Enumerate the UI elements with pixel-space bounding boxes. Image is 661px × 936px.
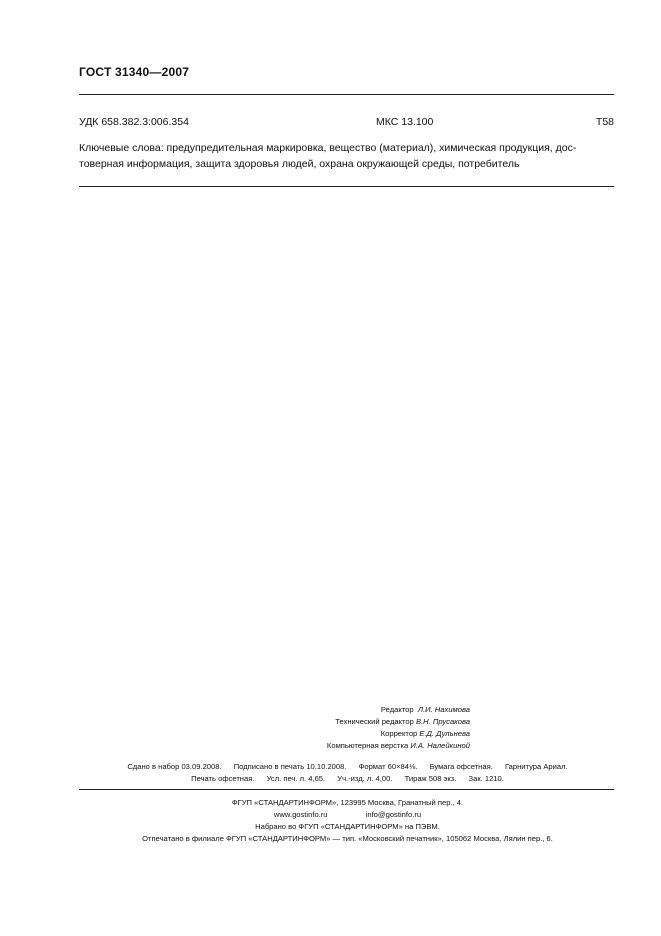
category-code: Т58 xyxy=(595,116,614,128)
tech-editor-line xyxy=(240,716,470,728)
keywords-line-2: товерная информация, защита здоровья людей, охрана окружающей среды, потребитель xyxy=(79,158,520,170)
printed-note: Отпечатано в филиале ФГУП «СТАНДАРТИНФОРМ» — тип. «Московский печатник», 105062 Москва, Лялин пер., 6. xyxy=(142,834,553,843)
publisher-email[interactable]: info@gostinfo.ru xyxy=(365,810,422,819)
order-number: Зак. 1210. xyxy=(468,774,504,783)
sent-date: Сдано в набор 03.09.2008. xyxy=(127,762,222,771)
bottom-divider xyxy=(79,186,614,187)
print-type: Печать офсетная. xyxy=(191,774,255,783)
mks-code: МКС 13.100 xyxy=(376,116,434,128)
print-sheets: Усл. печ. л. 4,65. xyxy=(266,774,326,783)
corrector-label: Корректор xyxy=(380,729,418,738)
keywords-block xyxy=(79,140,614,172)
editor-line xyxy=(240,704,470,716)
print-info-line-1 xyxy=(80,761,615,773)
udk-code: УДК 658.382.3:006.354 xyxy=(79,116,189,128)
credits-block xyxy=(240,704,470,752)
layout-name: И.А. Налейкиной xyxy=(410,741,470,750)
circulation: Тираж 508 экз. xyxy=(404,774,457,783)
paper-type: Бумага офсетная. xyxy=(429,762,493,771)
top-divider xyxy=(79,94,614,95)
publisher-divider xyxy=(79,789,614,790)
signed-date: Подписано в печать 10.10.2008. xyxy=(233,762,347,771)
publisher-address: ФГУП «СТАНДАРТИНФОРМ», 123995 Москва, Гранатный пер., 4. xyxy=(231,798,464,807)
keywords-line-1: Ключевые слова: предупредительная маркировка, вещество (материал), химическая продукция, дос- xyxy=(79,142,577,154)
publisher-block xyxy=(80,797,615,845)
paper-format: Формат 60×84⅛. xyxy=(358,762,418,771)
publication-sheets: Уч.-изд. л. 4,00. xyxy=(337,774,393,783)
classification-row xyxy=(79,116,614,130)
corrector-name: Е.Д. Дульнева xyxy=(419,729,470,738)
editor-name: Л.И. Нахимова xyxy=(417,705,470,714)
tech-editor-name: В.Н. Прусакова xyxy=(416,717,470,726)
publisher-website[interactable]: www.gostinfo.ru xyxy=(273,810,328,819)
layout-label: Компьютерная верстка xyxy=(326,741,409,750)
publisher-contacts xyxy=(80,809,615,821)
typeface: Гарнитура Ариал. xyxy=(504,762,568,771)
editor-label: Редактор xyxy=(380,705,414,714)
corrector-line xyxy=(240,728,470,740)
print-info-block xyxy=(80,761,615,785)
tech-editor-label: Технический редактор xyxy=(335,717,414,726)
layout-line xyxy=(240,740,470,752)
print-info-line-2 xyxy=(80,773,615,785)
standard-code: ГОСТ 31340—2007 xyxy=(79,65,190,79)
typeset-note: Набрано во ФГУП «СТАНДАРТИНФОРМ» на ПЭВМ. xyxy=(255,822,440,831)
